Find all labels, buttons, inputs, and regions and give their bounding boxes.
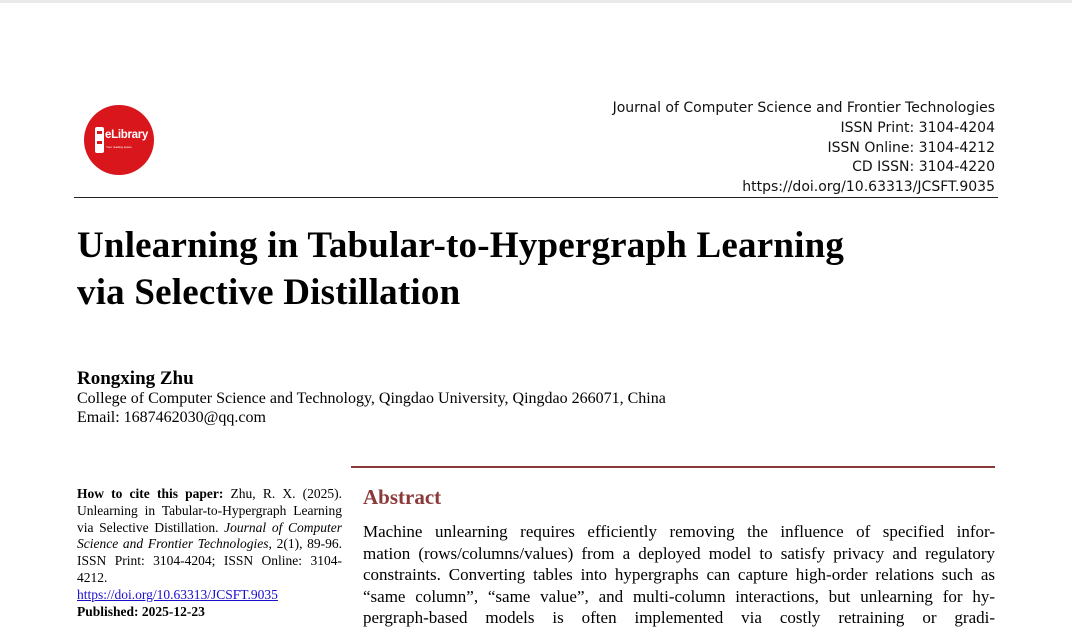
abstract-line: Machine unlearning requires efficiently removing the influence of specified infor-: [363, 522, 995, 541]
title-line-2: via Selective Distillation: [77, 272, 461, 313]
title-line-1: Unlearning in Tabular-to-Hypergraph Learning: [77, 225, 845, 266]
author-affiliation: College of Computer Science and Technology, Qingdao University, Qingdao 266071, China: [77, 390, 666, 407]
header-divider: [74, 197, 998, 198]
citation-text-a: Zhu, R. X. (2025). Unlearning in Tabular-to-Hypergraph Learning via Selective Distillation.: [77, 486, 342, 535]
citation-text-b: , 2(1), 89-96. ISSN Print: 3104-4204; ISSN Online: 3104-4212.: [77, 536, 342, 585]
citation-label: How to cite this paper:: [77, 486, 224, 501]
published-date: Published: 2025-12-23: [77, 603, 205, 619]
paper-title: [77, 222, 977, 316]
abstract-divider: [351, 466, 995, 468]
logo-tagline: Your reading space: [106, 145, 132, 149]
journal-doi[interactable]: https://doi.org/10.63313/JCSFT.9035: [742, 179, 995, 196]
elibrary-logo: [84, 105, 154, 175]
citation-doi-link[interactable]: https://doi.org/10.63313/JCSFT.9035: [77, 586, 278, 602]
abstract-line: constraints. Converting tables into hypergraphs can capture high-order relations such as: [363, 565, 995, 585]
abstract-body: [363, 521, 995, 629]
abstract-line: mation (rows/columns/values) from a deployed model to satisfy privacy and regulatory: [363, 543, 995, 563]
logo-text: eLibrary: [105, 129, 148, 141]
issn-print: ISSN Print: 3104-4204: [840, 119, 995, 136]
citation-journal: Journal of Computer Science and Frontier Technologies: [77, 519, 342, 552]
author-email: Email: 1687462030@qq.com: [77, 409, 266, 426]
author-name: Rongxing Zhu: [77, 368, 194, 389]
journal-name: Journal of Computer Science and Frontier Technologies: [612, 100, 995, 116]
abstract-heading: Abstract: [363, 485, 442, 509]
cd-issn: CD ISSN: 3104-4220: [852, 159, 995, 176]
issn-online: ISSN Online: 3104-4212: [827, 139, 995, 156]
journal-info: [613, 99, 995, 198]
abstract-line: “same column”, “same value”, and multi-column interactions, but unlearning for hy-: [363, 586, 995, 606]
top-edge: [0, 0, 1072, 3]
abstract-line: pergraph-based models is often implemented via costly retraining or gradi-: [363, 608, 995, 628]
book-icon: [95, 127, 104, 153]
citation-block: [77, 486, 342, 620]
